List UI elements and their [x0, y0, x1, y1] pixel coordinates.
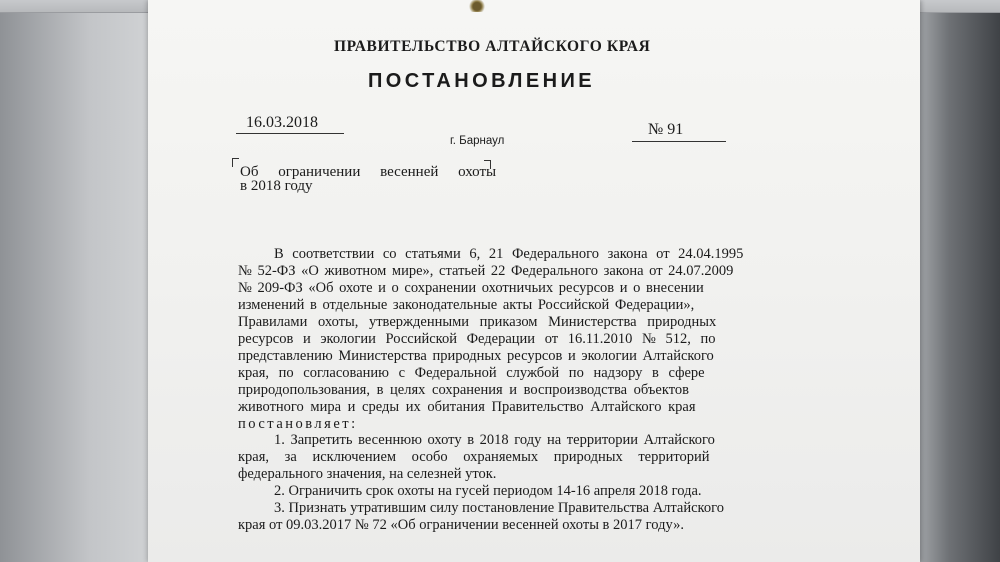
- viewer-right-margin: [915, 0, 1000, 562]
- body-line: края, за исключением особо охраняемых природных территорий: [238, 449, 710, 465]
- issuing-authority: ПРАВИТЕЛЬСТВО АЛТАЙСКОГО КРАЯ: [334, 38, 651, 55]
- subject-line-2: в 2018 году: [240, 178, 313, 194]
- body-line: края, по согласованию с Федеральной службой по надзору в сфере: [238, 365, 705, 381]
- document-date: 16.03.2018: [246, 114, 318, 131]
- viewer-left-margin: [0, 0, 150, 562]
- subject-bracket-left: [232, 158, 239, 167]
- document-type: ПОСТАНОВЛЕНИЕ: [368, 70, 595, 92]
- document-page: [148, 0, 920, 562]
- coat-of-arms-icon: [466, 0, 488, 12]
- body-line: № 52-ФЗ «О животном мире», статьей 22 Федерального закона от 24.07.2009: [238, 263, 734, 279]
- body-line: 1. Запретить весеннюю охоту в 2018 году на территории Алтайского: [274, 432, 715, 448]
- document-number: № 91: [648, 121, 684, 138]
- body-line: 2. Ограничить срок охоты на гусей периодом 14-16 апреля 2018 года.: [274, 483, 702, 499]
- body-line: животного мира и среды их обитания Правительство Алтайского края: [238, 399, 696, 415]
- body-line: постановляет:: [238, 416, 358, 432]
- body-line: изменений в отдельные законодательные акты Российской Федерации»,: [238, 297, 695, 313]
- body-line: 3. Признать утратившим силу постановление Правительства Алтайского: [274, 500, 724, 516]
- number-underline: [632, 141, 726, 142]
- body-line: № 209-ФЗ «Об охоте и о сохранении охотничьих ресурсов и о внесении: [238, 280, 704, 296]
- body-line: Правилами охоты, утвержденными приказом Министерства природных: [238, 314, 717, 330]
- body-line: В соответствии со статьями 6, 21 Федерального закона от 24.04.1995: [274, 246, 744, 262]
- body-line: природопользования, в целях сохранения и воспроизводства объектов: [238, 382, 689, 398]
- subject-line-1: Об ограничении весенней охоты: [240, 164, 497, 180]
- body-line: ресурсов и экологии Российской Федерации от 16.11.2010 № 512, по: [238, 331, 716, 347]
- body-line: федерального значения, на селезней уток.: [238, 466, 497, 482]
- date-underline: [236, 133, 344, 134]
- body-line: представлению Министерства природных ресурсов и экологии Алтайского: [238, 348, 714, 364]
- document-city: г. Барнаул: [450, 135, 505, 147]
- body-line: края от 09.03.2017 № 72 «Об ограничении весенней охоты в 2017 году».: [238, 517, 684, 533]
